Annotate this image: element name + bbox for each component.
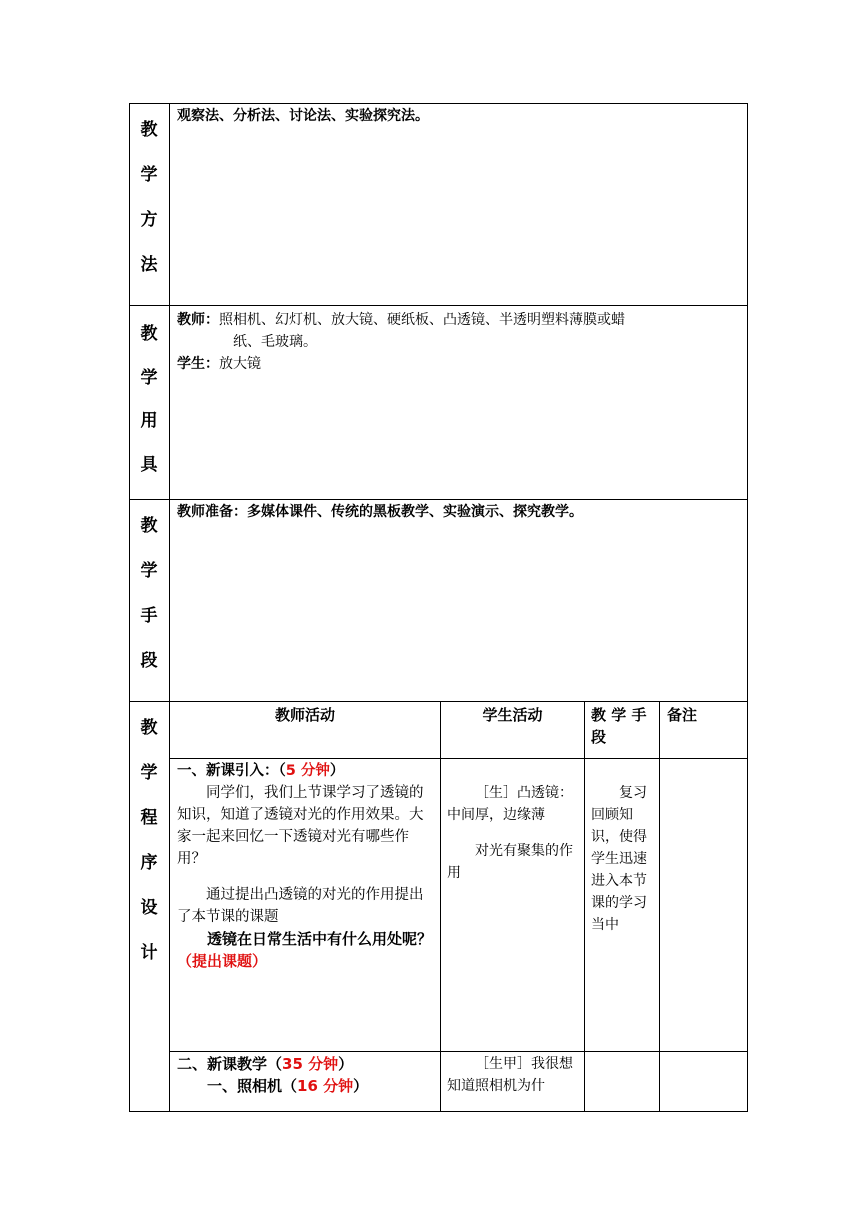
- tools-label: 教 学 用 具: [140, 324, 158, 475]
- new-student-text: ［生甲］我很想知道照相机为什: [447, 1056, 573, 1094]
- means-label: 教 学 手 段: [140, 516, 158, 671]
- intro-teacher-text: 一、新课引入：（5 分钟） 同学们，我们上节课学习了透镜的知识，知道了透镜对光的作用效果。大家一起来回忆一下透镜对光有哪些作用？ 通过提出凸透镜的对光的作用提出了本节课的课题 透镜在日常生活中有什么用处呢？（提出课题）: [177, 763, 433, 970]
- new-means-cell: [584, 1051, 660, 1112]
- method-content-cell: [169, 103, 748, 306]
- means-content-cell: [169, 499, 748, 702]
- intro-notes-cell: [659, 758, 748, 1052]
- method-label: 教 学 方 法: [140, 120, 158, 275]
- header-teacher: 教师活动: [274, 706, 335, 724]
- header-means: 教 学 手 段: [591, 706, 647, 746]
- lesson-plan-table: [129, 103, 748, 1112]
- new-notes-cell: [659, 1051, 748, 1112]
- header-student: 学生活动: [482, 706, 543, 724]
- header-notes: 备注: [667, 706, 698, 724]
- tools-text: 教师：照相机、幻灯机、放大镜、硬纸板、凸透镜、半透明塑料薄膜或蜡 纸、毛玻璃。 学生：放大镜: [177, 312, 625, 372]
- design-label: 教 学 程 序 设 计: [140, 718, 158, 963]
- new-teacher-text: 二、新课教学（35 分钟） 一、照相机（16 分钟）: [177, 1055, 369, 1095]
- intro-means-text: 复习回顾知识，使得学生迅速进入本节课的学习当中: [591, 785, 647, 933]
- method-text: 观察法、分析法、讨论法、实验探究法。: [177, 108, 429, 124]
- means-text: 教师准备：多媒体课件、传统的黑板教学、实验演示、探究教学。: [177, 504, 583, 520]
- intro-student-text: ［生］凸透镜：中间厚，边缘薄 对光有聚集的作用: [447, 785, 573, 881]
